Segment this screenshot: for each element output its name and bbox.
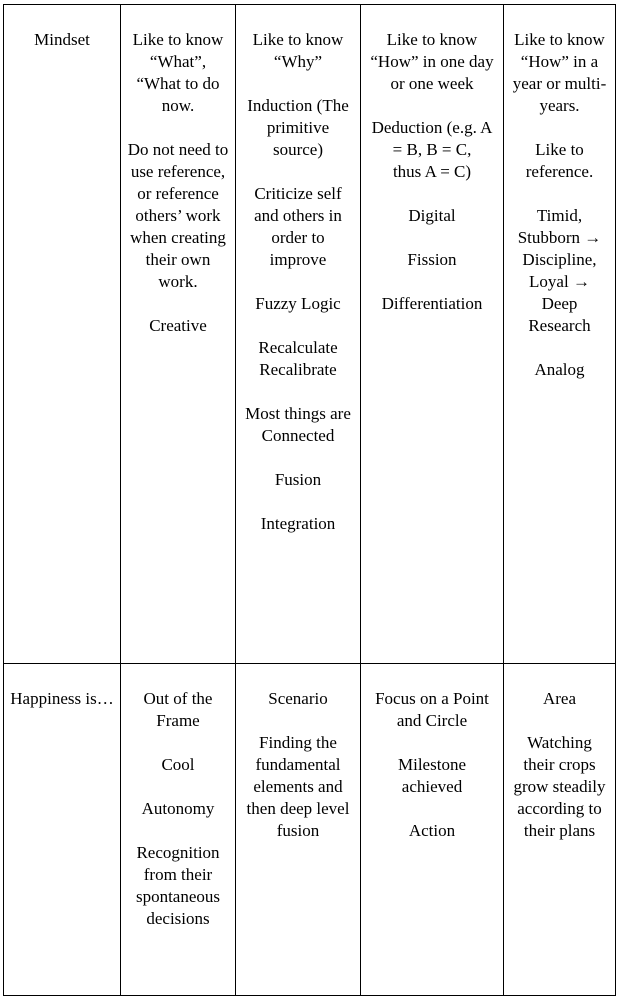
cell-paragraph: Criticize self and others in order to improve — [254, 184, 342, 269]
cell-paragraph: Like to reference. — [525, 140, 594, 181]
cell-paragraph: Do not need to use reference, or reference others’ work when creating their own work. — [127, 140, 229, 291]
cell-paragraph: Watching their crops grow steadily according to their plans — [513, 733, 606, 840]
table-cell — [504, 664, 616, 996]
cell-paragraph: Timid, Stubborn → Discipline, Loyal → Deep Research — [517, 206, 602, 335]
table-cell — [121, 664, 236, 996]
table-row-mindset — [4, 5, 616, 664]
cell-paragraph: Digital — [408, 206, 456, 225]
cell-paragraph: Cool — [161, 755, 195, 774]
row-header-cell — [4, 5, 121, 664]
cell-paragraph: Finding the fundamental elements and then deep level fusion — [246, 733, 350, 840]
table-cell — [361, 5, 504, 664]
cell-paragraph: Focus on a Point and Circle — [375, 689, 489, 730]
cell-paragraph: Recognition from their spontaneous decisions — [135, 843, 221, 928]
cell-paragraph: Analog — [534, 360, 585, 379]
row-header: Happiness is… — [10, 689, 114, 708]
cell-paragraph: Fuzzy Logic — [255, 294, 341, 313]
table-row-happiness — [4, 664, 616, 996]
cell-paragraph: Differentiation — [381, 294, 483, 313]
cell-paragraph: Most things are Connected — [245, 404, 351, 445]
cell-paragraph: Area — [542, 689, 577, 708]
cell-paragraph: Induction (The primitive source) — [247, 96, 349, 159]
cell-paragraph: Creative — [149, 316, 207, 335]
cell-paragraph: Out of the Frame — [143, 689, 213, 730]
cell-paragraph: Recalculate Recalibrate — [258, 338, 338, 379]
table-cell — [236, 664, 361, 996]
cell-paragraph: Autonomy — [141, 799, 215, 818]
cell-paragraph: Scenario — [268, 689, 328, 708]
cell-paragraph: Action — [408, 821, 456, 840]
table-cell — [121, 5, 236, 664]
row-header-cell — [4, 664, 121, 996]
cell-paragraph: Like to know “How” in a year or multi-years. — [512, 30, 607, 115]
cell-paragraph: Like to know “How” in one day or one week — [370, 30, 494, 93]
table-cell — [361, 664, 504, 996]
cell-paragraph: Deduction (e.g. A = B, B = C, thus A = C) — [371, 118, 493, 181]
cell-paragraph: Integration — [260, 514, 336, 533]
cell-paragraph: Like to know “Why” — [252, 30, 344, 71]
table-cell — [504, 5, 616, 664]
row-header: Mindset — [34, 30, 90, 49]
comparison-table — [3, 4, 616, 996]
cell-paragraph: Milestone achieved — [398, 755, 466, 796]
cell-paragraph: Fusion — [274, 470, 322, 489]
cell-paragraph: Like to know “What”, “What to do now. — [132, 30, 224, 115]
table-cell — [236, 5, 361, 664]
cell-paragraph: Fission — [407, 250, 457, 269]
